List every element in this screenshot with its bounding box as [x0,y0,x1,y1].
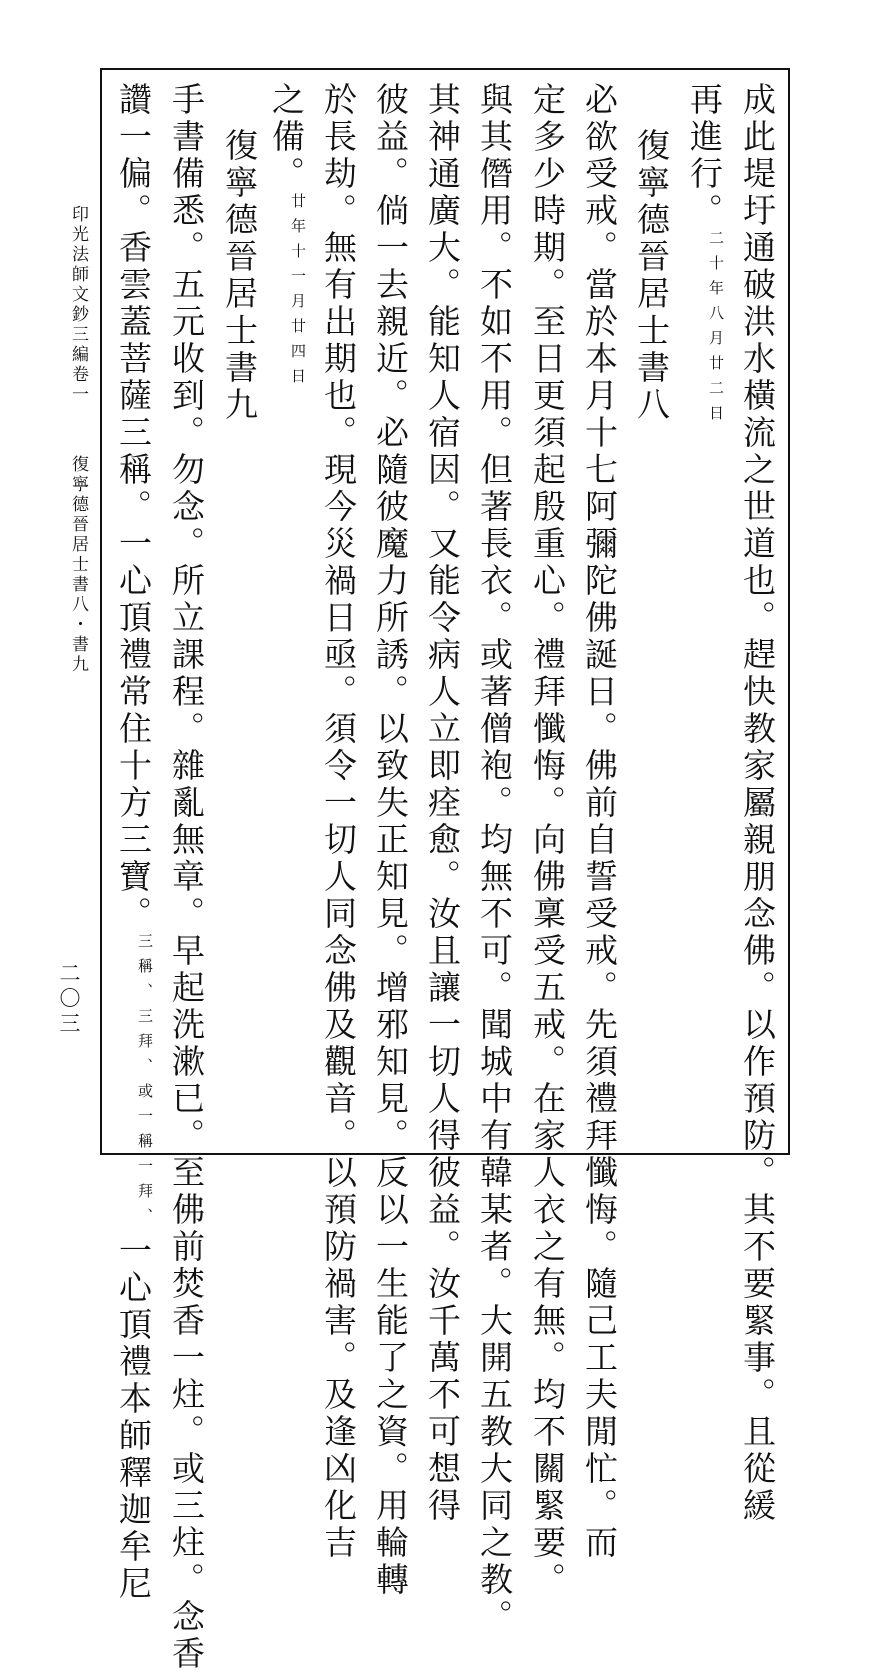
text-column-4: 必欲受戒。當於本月十七阿彌陀佛誕日。佛前自誓受戒。先須禮拜懺悔。隨己工夫閒忙。而 [580,82,619,1562]
text-column-2: 再進行。二十年八月廿二日 [685,82,725,430]
text-column-8: 彼益。倘一去親近。必隨彼魔力所誘。以致失正知見。增邪知見。反以一生能了之資。用輪轉 [371,82,410,1599]
text-column-9: 於長劫。無有出期也。現今災禍日亟。須令一切人同念佛及觀音。以預防禍害。及逢凶化吉 [319,82,358,1562]
inline-note: 三稱、三拜、或一稱一拜、 [136,933,154,1233]
letter-title-9: 復寧德晉居士書九 [220,128,259,424]
section-title: 復寧德晉居士書八・書九 [68,455,88,675]
text-column-13: 讚一偏。香雲蓋菩薩三稱。一心頂禮常住十方三寶。三稱、三拜、或一稱一拜、一心頂禮本師釋迦牟尼 [114,82,154,1603]
text-column-12: 手書備悉。五元收到。勿念。所立課程。雜亂無章。早起洗漱已。至佛前焚香一炷。或三炷。念香 [167,82,206,1673]
text-column-1: 成此堤圩通破洪水橫流之世道也。趕快教家屬親朋念佛。以作預防。其不要緊事。且從緩 [738,82,777,1525]
text-column-6: 與其僭用。不如不用。但著長衣。或著僧袍。均無不可。聞城中有韓某者。大開五教大同之教。 [475,82,514,1636]
letter-title-8: 復寧德晉居士書八 [632,128,671,424]
book-title: 印光法師文鈔三編卷一 [68,205,88,405]
text-column-10: 之備。廿年十一月廿四日 [267,82,307,393]
text-column-7: 其神通廣大。能知人宿因。又能令病人立即痊愈。汝且讓一切人得彼益。汝千萬不可想得 [423,82,462,1525]
text-column-5: 定多少時期。至日更須起殷重心。禮拜懺悔。向佛稟受五戒。在家人衣之有無。均不關緊要。 [528,82,567,1599]
date-note: 二十年八月廿二日 [707,230,725,430]
date-note: 廿年十一月廿四日 [289,193,307,393]
page-number: 二〇三 [57,962,81,1037]
